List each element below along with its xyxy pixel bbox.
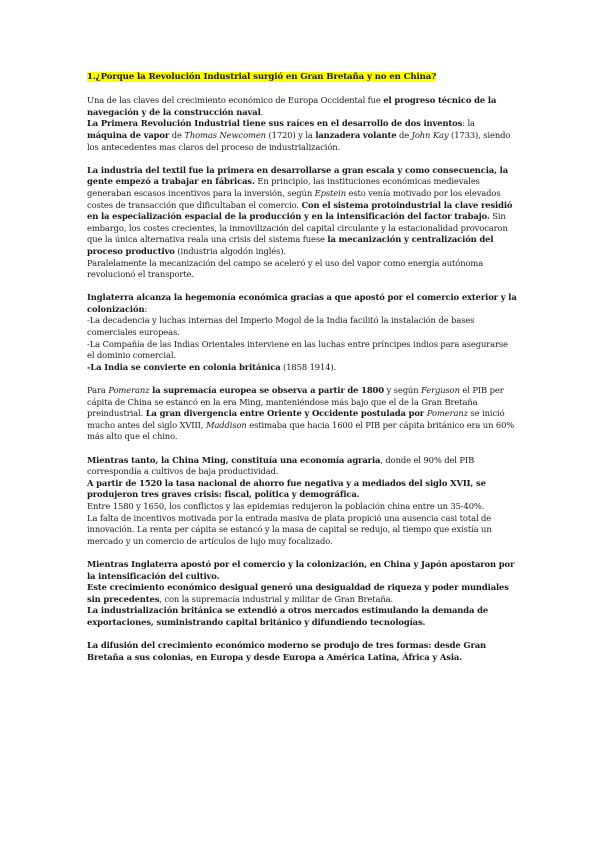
- paragraph-england-hegemony: Inglaterra alcanza la hegemonía económica gracias a que apostó por el comercio exterior y la colonización: -La decadencia y luchas internas del Imperio Mogol de la India facilitó la instalación de bases comerciales europeas. -La Compañía de las Indias Orientales interviene en las luchas entre príncipes indios para asegurarse el dominio comercial. -La India se convierte en colonia británica (1858 1914).: [87, 292, 517, 372]
- document-body: [87, 72, 517, 675]
- paragraph-inequality: Mientras Inglaterra apostó por el comercio y la colonización, en China y Japón apostaron por la intensificación del cultivo. Este crecimiento económico desigual generó una desigualdad de riqueza y poder mundiales sin precedentes, con la supremacía industrial y militar de Gran Bretaña. La industrialización británica se extendió a otros mercados estimulando la demanda de exportaciones, suministrando capital británico y difundiendo tecnologías.: [87, 558, 515, 627]
- paragraph-naval-inventions: Una de las claves del crecimiento económico de Europa Occidental fue el progreso técnico de la navegación y de la construcción naval. La Primera Revolución Industrial tiene sus raíces en el desarrollo de dos inventos: la máquina de vapor de Thomas Newcomen (1720) y la lanzadera volante de John Kay (1733), siendo los antecedentes mas claros del proceso de industrialización.: [87, 95, 511, 152]
- paragraph-china-ming: Mientras tanto, la China Ming, constituía una economía agraria, donde el 90% del PIB correspondía a cultivos de baja productividad. A partir de 1520 la tasa nacional de ahorro fue negativa y a mediados del siglo XVII, se produjeron tres graves crisis: fiscal, política y demográfica. Entre 1580 y 1650, los conflictos y las epidemias redujeron la población china entre un 35-40%. La falta de incentivos motivada por la entrada masiva de plata propició una ausencia casi total de innovación. La renta per cápita se estancó y la masa de capital se redujo, al tiempo que existía un mercado y un comercio de artículos de lujo muy focalizado.: [87, 454, 492, 546]
- paragraph-pomeranz: Para Pomeranz la supremacía europea se observa a partir de 1800 y según Ferguson el PIB per cápita de China se estancó en la era Ming, manteniéndose más bajo que el de la Gran Bretaña preindustrial. La gran divergencia entre Oriente y Occidente postulada por Pomeranz se inició mucho antes del siglo XVIII, Maddison estimaba que hacia 1600 el PIB per cápita británico era un 60% más alto que el chino.: [87, 385, 515, 442]
- paragraph-textile-industry: La industria del textil fue la primera en desarrollarse a gran escala y como consecuencia, la gente empezó a trabajar en fábricas. En principio, las instituciones económicas medievales generaban escasos incentivos para la inversión, según Epstein esto venía motivado por los elevados costes de transacción que dificultaban el comercio. Con el sistema protoindustrial la clave residió en la especialización espacial de la producción y en la intensificación del factor trabajo. Sin embargo, los costes crecientes, la inmovilización del capital circulante y la estacionalidad provocaron que la única alternativa reala una crisis del sistema fuese la mecanización y centralización del proceso productivo (industria algodón inglés). Paralelamente la mecanización del campo se aceleró y el uso del vapor como energía autónoma revolucionó el transporte.: [87, 164, 513, 280]
- paragraph-diffusion: La difusión del crecimiento económico moderno se produjo de tres formas: desde Gran Bretaña a sus colonias, en Europa y desde Europa a América Latina, África y Asia.: [87, 640, 487, 662]
- question-title: 1.¿Porque la Revolución Industrial surgió en Gran Bretaña y no en China?: [87, 72, 437, 82]
